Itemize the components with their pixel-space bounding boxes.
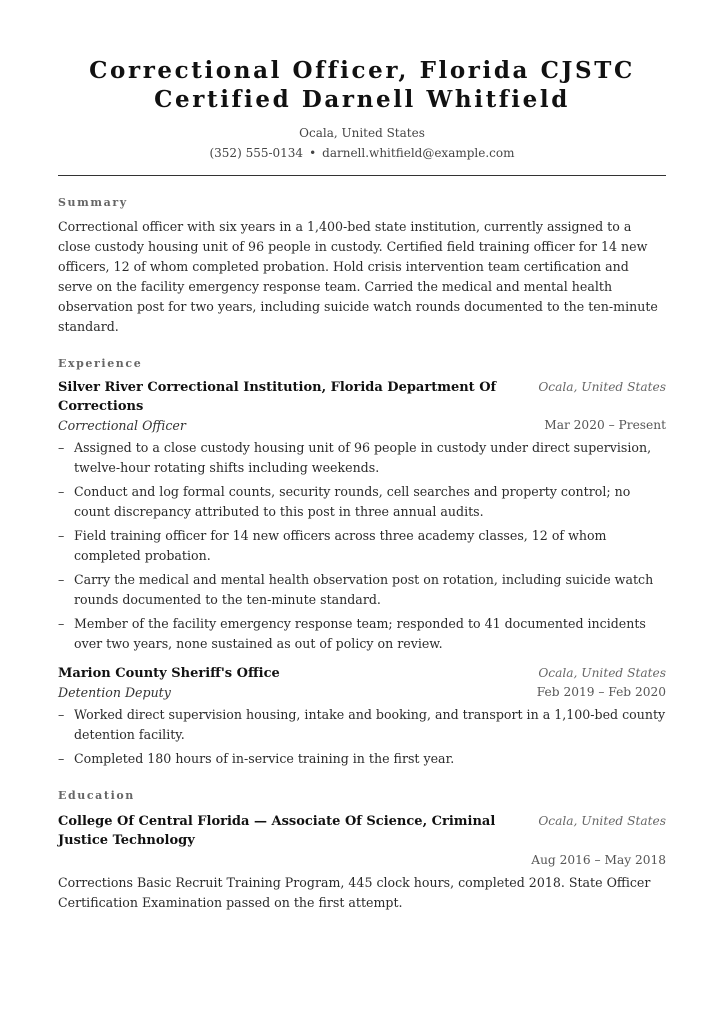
resume-header xyxy=(58,56,666,162)
name-line-1: Correctional Officer, Florida CJSTC xyxy=(89,57,635,84)
experience-section xyxy=(58,357,666,769)
name-line-2: Certified Darnell Whitfield xyxy=(154,86,570,113)
list-item: – Field training officer for 14 new officers across three academy classes, 12 of whom completed probation. xyxy=(58,526,666,566)
education-entry xyxy=(58,812,666,913)
job-dates: Mar 2020 – Present xyxy=(544,418,666,432)
job-location: Ocala, United States xyxy=(538,666,666,680)
education-section xyxy=(58,789,666,913)
job-header-row xyxy=(58,664,666,683)
job-organization: Marion County Sheriff's Office xyxy=(58,666,280,681)
education-dates: Aug 2016 – May 2018 xyxy=(531,853,666,867)
job-role: Detention Deputy xyxy=(58,685,171,700)
education-header-row xyxy=(58,812,666,850)
contact-line xyxy=(58,145,666,162)
phone-number: (352) 555-0134 xyxy=(209,146,304,160)
job-role-row xyxy=(58,416,666,435)
summary-heading: Summary xyxy=(58,196,128,209)
header-location: Ocala, United States xyxy=(299,126,425,140)
list-item: – Member of the facility emergency response team; responded to 41 documented incidents over two years, none sustained as out of policy on review. xyxy=(58,614,666,654)
job-role-row xyxy=(58,683,666,702)
job-entry xyxy=(58,378,666,654)
job-bullets xyxy=(58,705,666,769)
email-address: darnell.whitfield@example.com xyxy=(322,146,515,160)
job-location: Ocala, United States xyxy=(538,380,666,394)
list-item: – Carry the medical and mental health observation post on rotation, including suicide watch rounds documented to the ten-minute standard. xyxy=(58,570,666,610)
list-item: – Completed 180 hours of in-service training in the first year. xyxy=(58,749,666,769)
summary-section xyxy=(58,196,666,337)
job-role: Correctional Officer xyxy=(58,418,186,433)
summary-text: Correctional officer with six years in a 1,400-bed state institution, currently assigned to a close custody housing unit of 96 people in custody. Certified field training officer for 14 new officers, 12 of whom completed probation. Hold crisis intervention team certification and serve on the facility emergency response team. Carried the medical and mental health observation post for two years, including suicide watch rounds documented to the ten-minute standard. xyxy=(58,219,658,334)
contact-separator: • xyxy=(309,146,317,160)
education-heading: Education xyxy=(58,789,135,802)
job-bullets xyxy=(58,438,666,654)
list-item: – Worked direct supervision housing, intake and booking, and transport in a 1,100-bed county detention facility. xyxy=(58,705,666,745)
job-entry xyxy=(58,664,666,769)
job-header-row xyxy=(58,378,666,416)
header-divider xyxy=(58,175,666,176)
education-note: Corrections Basic Recruit Training Program, 445 clock hours, completed 2018. State Officer Certification Examination passed on the first attempt. xyxy=(58,875,651,910)
education-location: Ocala, United States xyxy=(538,814,666,828)
job-dates: Feb 2019 – Feb 2020 xyxy=(536,685,666,699)
candidate-name xyxy=(58,56,666,114)
job-organization: Silver River Correctional Institution, Florida Department Of Corrections xyxy=(58,380,497,414)
list-item: – Conduct and log formal counts, security rounds, cell searches and property control; no count discrepancy attributed to this post in three annual audits. xyxy=(58,482,666,522)
list-item: – Assigned to a close custody housing unit of 96 people in custody under direct supervision, twelve-hour rotating shifts including weekends. xyxy=(58,438,666,478)
education-school: College Of Central Florida — Associate Of Science, Criminal Justice Technology xyxy=(58,814,496,848)
experience-heading: Experience xyxy=(58,357,143,370)
